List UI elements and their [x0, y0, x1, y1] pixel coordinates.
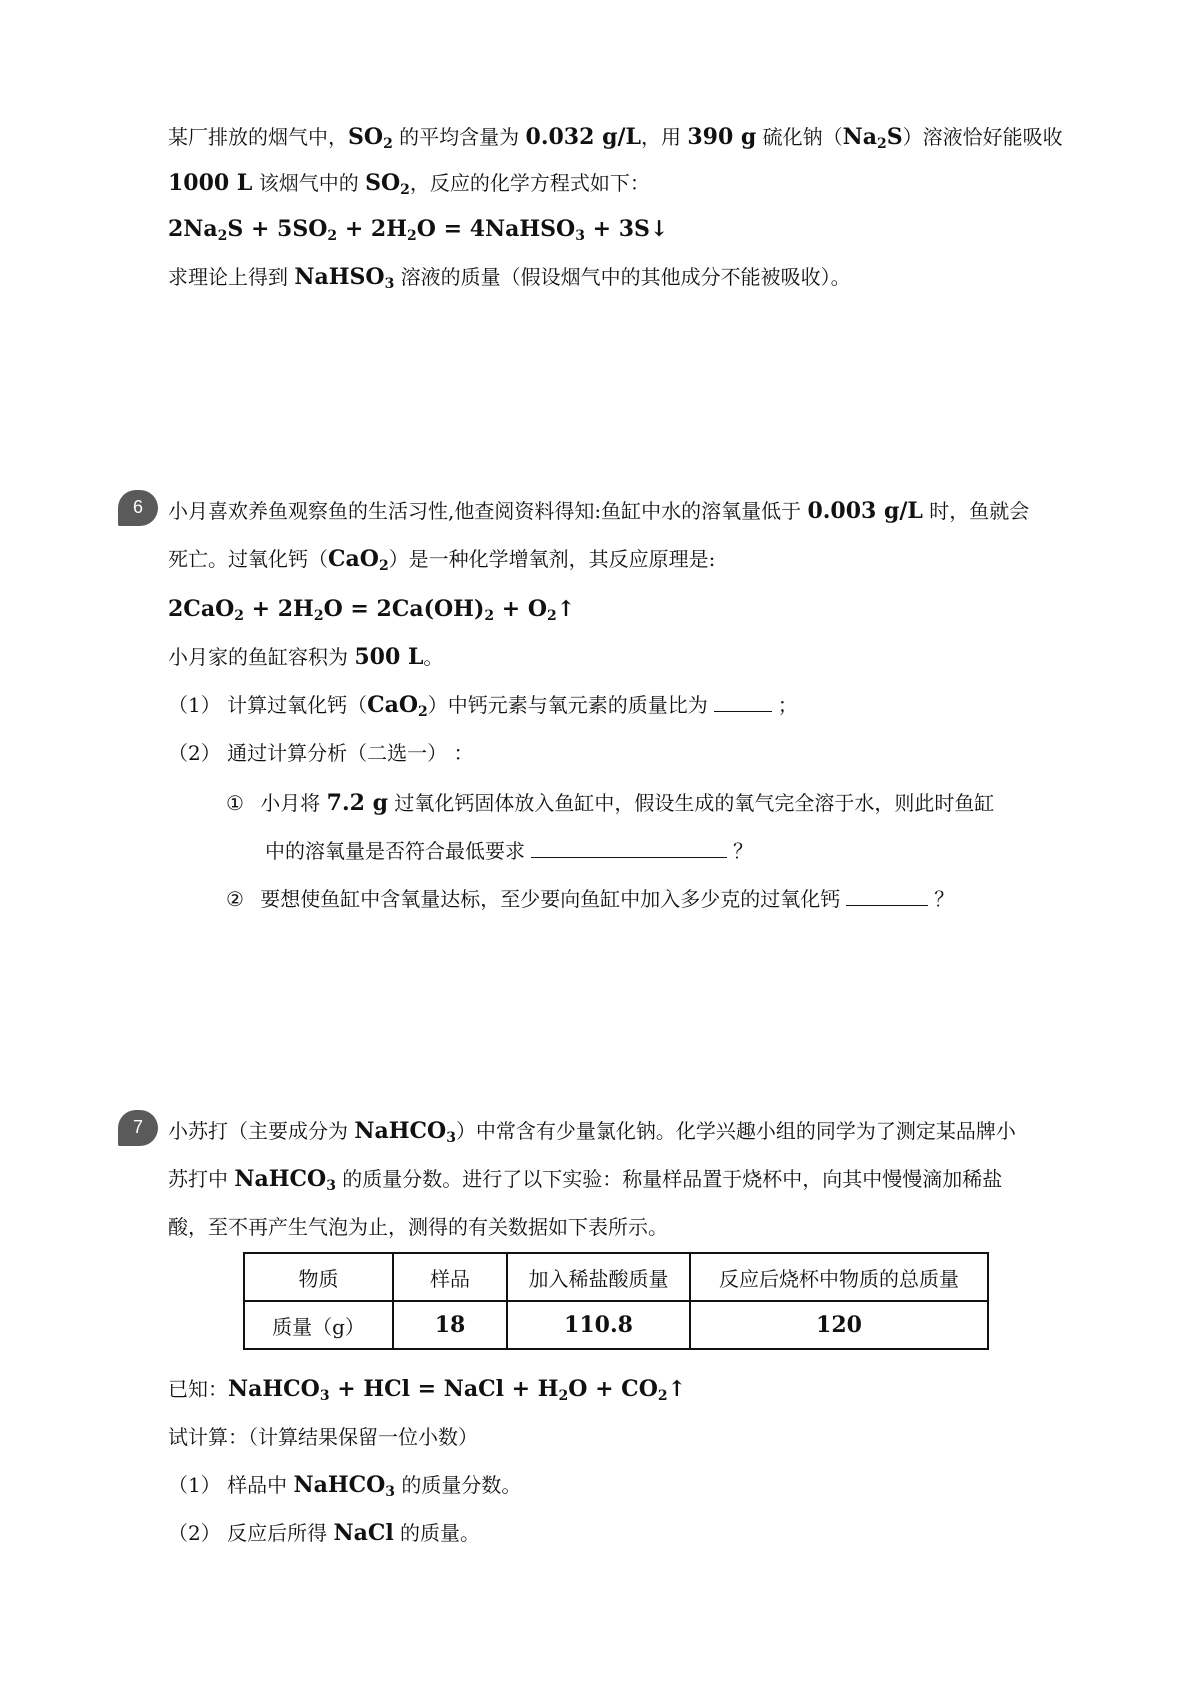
answer-blank[interactable] — [714, 691, 772, 712]
nahco3-formula: NaHCO$_3$ — [234, 1166, 336, 1194]
table-header: 加入稀盐酸质量 — [507, 1253, 690, 1301]
q5-line-2: 1000 L 该烟气中的 $SO_2$，反应的化学方程式如下： — [168, 170, 650, 198]
circled-2: ② — [226, 887, 244, 911]
table-header: 反应后烧杯中物质的总质量 — [690, 1253, 988, 1301]
q6-equation: $2CaO_2 + 2H_2O = 2Ca(OH)_2$ + $O_2↑$ — [168, 596, 576, 624]
table-cell: 质量（g） — [244, 1301, 393, 1349]
q5-question: 求理论上得到 NaHSO$_3$ 溶液的质量（假设烟气中的其他成分不能被吸收）。 — [168, 264, 851, 292]
cao2-formula: CaO$_2$ — [367, 692, 428, 720]
q5-line-1: 某厂排放的烟气中，$SO_2$ 的平均含量为 0.032 g/L，用 390 g 硫化钠$(Na_2S)$溶液恰好能吸收 — [168, 124, 1063, 152]
table-header: 物质 — [244, 1253, 393, 1301]
nacl-formula: NaCl — [333, 1520, 394, 1546]
q6-sub-2: ② 要想使鱼缸中含氧量达标，至少要向鱼缸中加入多少克的过氧化钙 ？ — [226, 887, 955, 911]
q7-equation: NaHCO$_3$ + HCl = NaCl + $H_2O$ + $CO_2↑$ — [228, 1376, 687, 1404]
text: 某厂排放的烟气中， — [168, 125, 348, 149]
q7-calc-instruction: 试计算：（计算结果保留一位小数） — [168, 1425, 478, 1449]
question-number-badge: 7 — [118, 1110, 158, 1146]
circled-1: ① — [226, 791, 244, 815]
mass-value: 7.2 g — [326, 790, 388, 816]
volume-value: 1000 L — [168, 170, 253, 196]
nahso3-formula: NaHSO$_3$ — [294, 264, 395, 292]
data-table — [243, 1252, 989, 1350]
q7-known: 已知：NaHCO$_3$ + HCl = NaCl + $H_2O$ + $CO_2↑$ — [168, 1376, 687, 1404]
so2-formula: $SO_2$ — [365, 170, 410, 198]
q6-part-1: （1） 计算过氧化钙（CaO$_2$）中钙元素与氧元素的质量比为 ； — [168, 692, 798, 720]
q6-tank-volume: 小月家的鱼缸容积为 500 L。 — [168, 644, 444, 670]
so2-formula: $SO_2$ — [348, 124, 393, 152]
q6-part-2: （2） 通过计算分析（二选一） ： — [168, 741, 474, 765]
q6-line-2: 死亡。过氧化钙（CaO$_2$）是一种化学增氧剂，其反应原理是: — [168, 546, 716, 574]
nahco3-formula: NaHCO$_3$ — [293, 1472, 396, 1500]
q5-equation: $2Na_2S + 5SO_2 + 2H_2O$ = 4NaHSO$_3$ + 3S↓ — [168, 216, 669, 244]
q6-sub-1: ① 小月将 7.2 g 过氧化钙固体放入鱼缸中，假设生成的氧气完全溶于水，则此时鱼缸 — [226, 790, 995, 816]
answer-blank[interactable] — [846, 885, 928, 906]
q7-line-1: 小苏打（主要成分为 NaHCO$_3$）中常含有少量氯化钠。化学兴趣小组的同学为了测定某品牌小 — [168, 1118, 1016, 1146]
table-cell: 110.8 — [507, 1301, 690, 1349]
table-cell: 18 — [393, 1301, 507, 1349]
tank-volume-value: 500 L — [354, 644, 424, 670]
mass-value: 390 g — [687, 124, 757, 150]
q7-part-2: （2） 反应后所得 NaCl 的质量。 — [168, 1520, 481, 1546]
table-header: 样品 — [393, 1253, 507, 1301]
question-number-badge: 6 — [118, 490, 158, 526]
q7-line-3: 酸，至不再产生气泡为止，测得的有关数据如下表所示。 — [168, 1215, 668, 1239]
q6-line-1: 小月喜欢养鱼观察鱼的生活习性,他查阅资料得知:鱼缸中水的溶氧量低于 0.003 g/L 时，鱼就会 — [168, 498, 1030, 524]
answer-blank[interactable] — [531, 837, 727, 858]
concentration: 0.032 g/L — [525, 124, 641, 150]
table-cell: 120 — [690, 1301, 988, 1349]
q6-sub-1-cont: 中的溶氧量是否符合最低要求 ？ — [265, 839, 753, 863]
table-header-row — [244, 1253, 988, 1301]
table-row — [244, 1301, 988, 1349]
q7-part-1: （1） 样品中 NaHCO$_3$ 的质量分数。 — [168, 1472, 522, 1500]
min-oxygen-value: 0.003 g/L — [807, 498, 923, 524]
cao2-formula: CaO$_2$ — [328, 546, 389, 574]
nahco3-formula: NaHCO$_3$ — [354, 1118, 456, 1146]
na2s-formula: $Na_2S$ — [842, 124, 903, 152]
q7-line-2: 苏打中 NaHCO$_3$ 的质量分数。进行了以下实验：称量样品置于烧杯中，向其中慢慢滴加稀盐 — [168, 1166, 1003, 1194]
